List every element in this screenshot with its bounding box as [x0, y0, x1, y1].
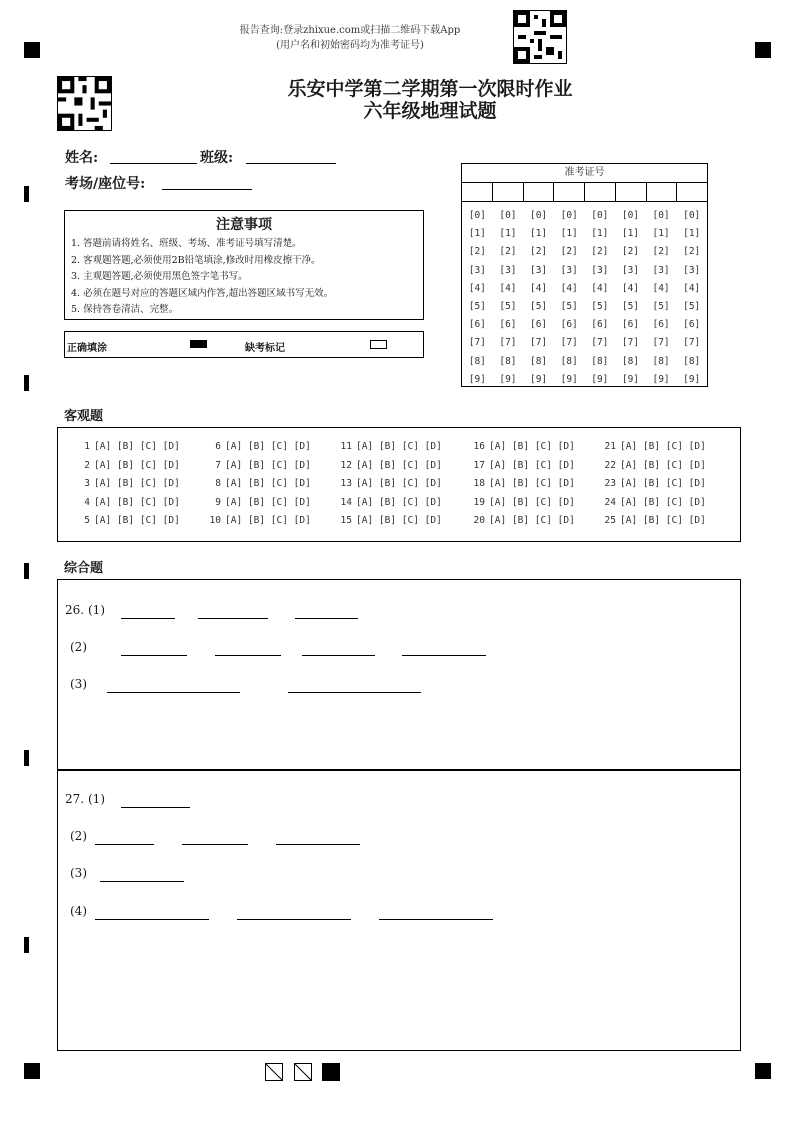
objective-question[interactable]	[203, 475, 311, 494]
side-mark	[24, 563, 29, 579]
objective-column	[203, 438, 311, 531]
side-mark	[24, 375, 29, 391]
admission-bubble[interactable]: [7]	[591, 337, 609, 349]
seat-label: 考场/座位号:	[65, 176, 146, 192]
objective-question[interactable]	[598, 457, 706, 476]
answer-line[interactable]	[379, 919, 493, 920]
correct-fill-label: 正确填涂	[67, 343, 107, 354]
answer-options[interactable]: [A] [B] [C] [D]	[94, 496, 180, 508]
admission-bubble[interactable]: [8]	[621, 355, 640, 367]
answer-options[interactable]: [A] [B] [C] [D]	[225, 441, 311, 452]
notice-item: 2. 客观题答题,必须使用2B铅笔填涂,修改时用橡皮擦干净。	[71, 254, 321, 266]
admission-bubble[interactable]: [5]	[591, 301, 609, 313]
admission-bubble[interactable]: [1]	[652, 228, 670, 240]
admission-digit-cell[interactable]	[524, 183, 555, 201]
admission-bubble-column	[585, 207, 616, 389]
objective-question[interactable]	[334, 438, 442, 457]
admission-bubble[interactable]: [7]	[499, 337, 517, 349]
admission-bubble[interactable]: [8]	[468, 355, 486, 367]
class-field[interactable]	[246, 163, 336, 164]
admission-bubble-column	[523, 207, 554, 389]
admission-bubble[interactable]: [4]	[529, 282, 548, 294]
admission-bubble[interactable]: [6]	[683, 319, 701, 331]
report-query-line2: (用户名和初始密码均为准考证号)	[276, 40, 424, 51]
admission-bubble[interactable]: [0]	[560, 210, 578, 221]
objective-column	[467, 438, 575, 531]
question-number: 4	[84, 496, 90, 508]
admission-bubble[interactable]: [0]	[529, 210, 548, 221]
report-query-note	[220, 23, 480, 53]
answer-line[interactable]	[121, 807, 190, 808]
answer-options[interactable]: [A] [B] [C] [D]	[94, 441, 180, 452]
admission-bubble[interactable]: [9]	[468, 373, 486, 385]
admission-bubble[interactable]: [3]	[652, 264, 670, 276]
report-query-line1: 报告查询:登录zhixue.com或扫描二维码下载App	[239, 25, 461, 36]
objective-section-title: 客观题	[64, 409, 104, 424]
admission-bubble[interactable]: [6]	[652, 319, 670, 331]
objective-column	[598, 438, 706, 531]
admission-bubble[interactable]: [5]	[499, 301, 517, 313]
slashed-box-icon	[294, 1063, 312, 1081]
admission-bubble[interactable]: [8]	[499, 355, 517, 367]
admission-bubble-column	[615, 207, 646, 389]
objective-question[interactable]	[72, 457, 180, 476]
answer-options[interactable]: [A] [B] [C] [D]	[94, 459, 180, 471]
question-number: 23	[604, 478, 616, 489]
answer-options[interactable]: [A] [B] [C] [D]	[489, 441, 575, 452]
side-mark	[24, 750, 29, 766]
q27-part-4: (4)	[70, 904, 87, 918]
admission-bubble[interactable]: [3]	[621, 264, 640, 276]
answer-options[interactable]: [A] [B] [C] [D]	[620, 515, 706, 526]
answer-options[interactable]: [A] [B] [C] [D]	[489, 496, 575, 508]
admission-bubble[interactable]: [6]	[529, 319, 548, 331]
objective-question[interactable]	[598, 512, 706, 531]
objective-question[interactable]	[72, 438, 180, 457]
admission-bubble[interactable]: [5]	[652, 301, 670, 313]
admission-bubble[interactable]: [2]	[468, 246, 486, 258]
admission-bubble[interactable]: [7]	[560, 337, 578, 349]
admission-bubble[interactable]: [0]	[499, 210, 517, 221]
qr-code-icon	[57, 76, 112, 131]
admission-bubble[interactable]: [5]	[529, 301, 548, 313]
admission-bubble[interactable]: [3]	[591, 264, 609, 276]
objective-question[interactable]	[467, 457, 575, 476]
question-number: 2	[84, 459, 90, 471]
admission-bubble[interactable]: [0]	[468, 210, 486, 221]
name-field[interactable]	[110, 163, 197, 164]
slashed-box-icon	[265, 1063, 283, 1081]
objective-column	[334, 438, 442, 531]
question-number: 1	[84, 441, 90, 452]
answer-options[interactable]: [A] [B] [C] [D]	[225, 496, 311, 508]
objective-question[interactable]	[598, 438, 706, 457]
question-number: 8	[215, 478, 221, 489]
filled-box-icon	[322, 1063, 340, 1081]
admission-number-grid	[461, 163, 708, 387]
admission-bubble[interactable]: [9]	[621, 373, 640, 385]
admission-bubble[interactable]: [7]	[621, 337, 640, 349]
absent-mark-checkbox[interactable]	[370, 340, 387, 349]
admission-bubble[interactable]: [0]	[621, 210, 640, 221]
admission-bubble-column	[462, 207, 493, 389]
admission-bubble[interactable]: [3]	[683, 264, 701, 276]
question-number: 10	[209, 515, 221, 526]
q26-part-1: (1)	[88, 603, 105, 617]
answer-options[interactable]: [A] [B] [C] [D]	[356, 441, 442, 452]
question-number: 6	[215, 441, 221, 452]
objective-column	[72, 438, 180, 531]
admission-bubble[interactable]: [4]	[591, 282, 609, 294]
objective-question[interactable]	[467, 512, 575, 531]
admission-bubble-column	[646, 207, 677, 389]
answer-area-q27[interactable]	[57, 769, 741, 1051]
admission-bubble[interactable]: [4]	[560, 282, 578, 294]
exam-title	[220, 78, 640, 122]
admission-bubble[interactable]: [8]	[683, 355, 701, 367]
admission-bubble[interactable]: [8]	[652, 355, 670, 367]
answer-options[interactable]: [A] [B] [C] [D]	[489, 478, 575, 489]
notice-title: 注意事项	[216, 217, 272, 233]
question-number: 21	[604, 441, 616, 452]
objective-question[interactable]	[598, 494, 706, 513]
admission-bubble[interactable]: [1]	[468, 228, 486, 240]
qr-code-icon	[513, 10, 567, 64]
answer-options[interactable]: [A] [B] [C] [D]	[225, 515, 311, 526]
answer-line[interactable]	[198, 618, 268, 619]
answer-line[interactable]	[182, 844, 248, 845]
admission-bubble[interactable]: [8]	[591, 355, 609, 367]
notice-item: 3. 主观题答题,必须使用黑色签字笔书写。	[71, 271, 248, 282]
comprehensive-section-title: 综合题	[64, 561, 104, 576]
answer-options[interactable]: [A] [B] [C] [D]	[620, 496, 706, 508]
admission-digit-cell[interactable]	[554, 183, 585, 201]
q27-part-2: (2)	[70, 829, 87, 843]
admission-bubble[interactable]: [1]	[683, 228, 701, 240]
question-number: 17	[473, 459, 485, 471]
corner-mark-top-left	[24, 42, 40, 58]
objective-question[interactable]	[203, 494, 311, 513]
admission-digit-cell[interactable]	[647, 183, 678, 201]
admission-bubble[interactable]: [3]	[560, 264, 578, 276]
question-number: 5	[84, 515, 90, 526]
admission-write-row	[462, 183, 707, 202]
name-label: 姓名:	[65, 150, 99, 166]
admission-bubble[interactable]: [3]	[529, 264, 548, 276]
corner-mark-top-right	[755, 42, 771, 58]
answer-line[interactable]	[237, 919, 351, 920]
admission-title: 准考证号	[462, 164, 707, 183]
admission-bubble[interactable]: [8]	[529, 355, 548, 367]
corner-mark-bottom-left	[24, 1063, 40, 1079]
admission-bubble-column	[676, 207, 707, 389]
admission-bubble[interactable]: [4]	[468, 282, 486, 294]
question-number: 19	[473, 496, 485, 508]
admission-bubble[interactable]: [9]	[591, 373, 609, 385]
admission-bubble[interactable]: [5]	[468, 301, 486, 313]
answer-options[interactable]: [A] [B] [C] [D]	[225, 459, 311, 471]
admission-bubble[interactable]: [4]	[621, 282, 640, 294]
answer-area-q26[interactable]	[57, 579, 741, 771]
question-number: 14	[340, 496, 352, 508]
admission-bubble[interactable]: [1]	[499, 228, 517, 240]
objective-question[interactable]	[334, 475, 442, 494]
objective-question[interactable]	[203, 438, 311, 457]
answer-line[interactable]	[95, 919, 209, 920]
q27-part-1: (1)	[88, 792, 105, 806]
admission-bubble[interactable]: [6]	[560, 319, 578, 331]
answer-options[interactable]: [A] [B] [C] [D]	[620, 441, 706, 452]
notice-item: 1. 答题前请将姓名、班级、考场、准考证号填写清楚。	[71, 238, 302, 249]
answer-options[interactable]: [A] [B] [C] [D]	[489, 515, 575, 526]
admission-bubble[interactable]: [4]	[683, 282, 701, 294]
admission-bubble[interactable]: [2]	[529, 246, 548, 258]
objective-question[interactable]	[203, 512, 311, 531]
admission-bubble[interactable]: [9]	[683, 373, 701, 385]
q26-part-2: (2)	[70, 640, 87, 654]
objective-question[interactable]	[467, 438, 575, 457]
admission-bubble[interactable]: [1]	[621, 228, 640, 240]
exam-title-line1: 乐安中学第二学期第一次限时作业	[287, 78, 573, 100]
admission-digit-cell[interactable]	[616, 183, 647, 201]
answer-options[interactable]: [A] [B] [C] [D]	[94, 478, 180, 489]
corner-mark-bottom-right	[755, 1063, 771, 1079]
admission-bubble[interactable]: [4]	[499, 282, 517, 294]
q27-part-3: (3)	[70, 866, 87, 880]
admission-digit-cell[interactable]	[677, 183, 707, 201]
question-number: 24	[604, 496, 616, 508]
answer-line[interactable]	[302, 655, 375, 656]
admission-bubble[interactable]: [6]	[621, 319, 640, 331]
question-number: 20	[473, 515, 485, 526]
admission-bubble[interactable]: [2]	[591, 246, 609, 258]
objective-answer-box	[57, 427, 741, 542]
admission-bubble[interactable]: [2]	[621, 246, 640, 258]
objective-question[interactable]	[72, 512, 180, 531]
objective-question[interactable]	[334, 512, 442, 531]
absent-mark-label: 缺考标记	[245, 343, 285, 354]
admission-bubble[interactable]: [9]	[529, 373, 548, 385]
answer-line[interactable]	[288, 692, 421, 693]
answer-line[interactable]	[276, 844, 360, 845]
admission-bubble-grid	[462, 202, 707, 389]
answer-options[interactable]: [A] [B] [C] [D]	[356, 515, 442, 526]
answer-line[interactable]	[295, 618, 358, 619]
answer-line[interactable]	[215, 655, 281, 656]
objective-question[interactable]	[203, 457, 311, 476]
admission-bubble[interactable]: [3]	[468, 264, 486, 276]
objective-question[interactable]	[598, 475, 706, 494]
answer-line[interactable]	[100, 881, 184, 882]
admission-bubble[interactable]: [6]	[468, 319, 486, 331]
seat-field[interactable]	[162, 189, 252, 190]
admission-bubble[interactable]: [5]	[621, 301, 640, 313]
notice-box	[64, 210, 424, 320]
admission-bubble[interactable]: [2]	[652, 246, 670, 258]
objective-question[interactable]	[334, 494, 442, 513]
question-number: 7	[215, 459, 221, 471]
admission-bubble-column	[493, 207, 524, 389]
admission-bubble[interactable]: [4]	[652, 282, 670, 294]
answer-line[interactable]	[121, 655, 187, 656]
side-mark	[24, 937, 29, 953]
answer-options[interactable]: [A] [B] [C] [D]	[489, 459, 575, 471]
admission-bubble[interactable]: [1]	[529, 228, 548, 240]
admission-bubble[interactable]: [1]	[591, 228, 609, 240]
admission-bubble[interactable]: [9]	[652, 373, 670, 385]
question-number: 25	[604, 515, 616, 526]
admission-bubble[interactable]: [2]	[499, 246, 517, 258]
answer-options[interactable]: [A] [B] [C] [D]	[620, 478, 706, 489]
admission-bubble[interactable]: [0]	[652, 210, 670, 221]
admission-digit-cell[interactable]	[462, 183, 493, 201]
question-number: 11	[340, 441, 352, 452]
answer-options[interactable]: [A] [B] [C] [D]	[356, 459, 442, 471]
admission-bubble[interactable]: [1]	[560, 228, 578, 240]
admission-bubble[interactable]: [7]	[468, 337, 486, 349]
admission-bubble[interactable]: [2]	[560, 246, 578, 258]
admission-bubble[interactable]: [7]	[683, 337, 701, 349]
question-number: 22	[604, 459, 616, 471]
admission-bubble[interactable]: [0]	[683, 210, 701, 221]
admission-bubble[interactable]: [7]	[652, 337, 670, 349]
question-number: 16	[473, 441, 485, 452]
admission-bubble[interactable]: [9]	[560, 373, 578, 385]
admission-bubble[interactable]: [2]	[683, 246, 701, 258]
q26-part-3: (3)	[70, 677, 87, 691]
admission-bubble[interactable]: [5]	[560, 301, 578, 313]
admission-digit-cell[interactable]	[585, 183, 616, 201]
admission-bubble[interactable]: [3]	[499, 264, 517, 276]
correct-fill-sample	[190, 340, 207, 348]
question-number: 18	[473, 478, 485, 489]
class-label: 班级:	[200, 150, 234, 166]
fill-example-box	[64, 331, 424, 358]
q27-number: 27.	[65, 792, 85, 806]
question-number: 15	[340, 515, 352, 526]
answer-line[interactable]	[402, 655, 486, 656]
admission-bubble[interactable]: [8]	[560, 355, 578, 367]
notice-item: 5. 保持答卷清洁、完整。	[71, 304, 179, 315]
admission-digit-cell[interactable]	[493, 183, 524, 201]
objective-question[interactable]	[334, 457, 442, 476]
answer-options[interactable]: [A] [B] [C] [D]	[356, 496, 442, 508]
notice-item: 4. 必须在题号对应的答题区域内作答,超出答题区域书写无效。	[71, 287, 334, 299]
question-number: 12	[340, 459, 352, 471]
question-number: 13	[340, 478, 352, 489]
objective-question[interactable]	[72, 475, 180, 494]
objective-question[interactable]	[72, 494, 180, 513]
admission-bubble[interactable]: [7]	[529, 337, 548, 349]
admission-bubble-column	[554, 207, 585, 389]
answer-options[interactable]: [A] [B] [C] [D]	[94, 515, 180, 526]
admission-bubble[interactable]: [6]	[499, 319, 517, 331]
answer-line[interactable]	[107, 692, 240, 693]
answer-line[interactable]	[121, 618, 175, 619]
exam-title-line2: 六年级地理试题	[363, 100, 497, 122]
objective-question[interactable]	[467, 494, 575, 513]
admission-bubble[interactable]: [5]	[683, 301, 701, 313]
question-number: 9	[215, 496, 221, 508]
admission-bubble[interactable]: [9]	[499, 373, 517, 385]
objective-question[interactable]	[467, 475, 575, 494]
admission-bubble[interactable]: [6]	[591, 319, 609, 331]
answer-options[interactable]: [A] [B] [C] [D]	[356, 478, 442, 489]
answer-options[interactable]: [A] [B] [C] [D]	[225, 478, 311, 489]
answer-line[interactable]	[95, 844, 154, 845]
answer-options[interactable]: [A] [B] [C] [D]	[620, 459, 706, 471]
q26-number: 26.	[65, 603, 85, 617]
admission-bubble[interactable]: [0]	[591, 210, 609, 221]
side-mark	[24, 186, 29, 202]
question-number: 3	[84, 478, 90, 489]
